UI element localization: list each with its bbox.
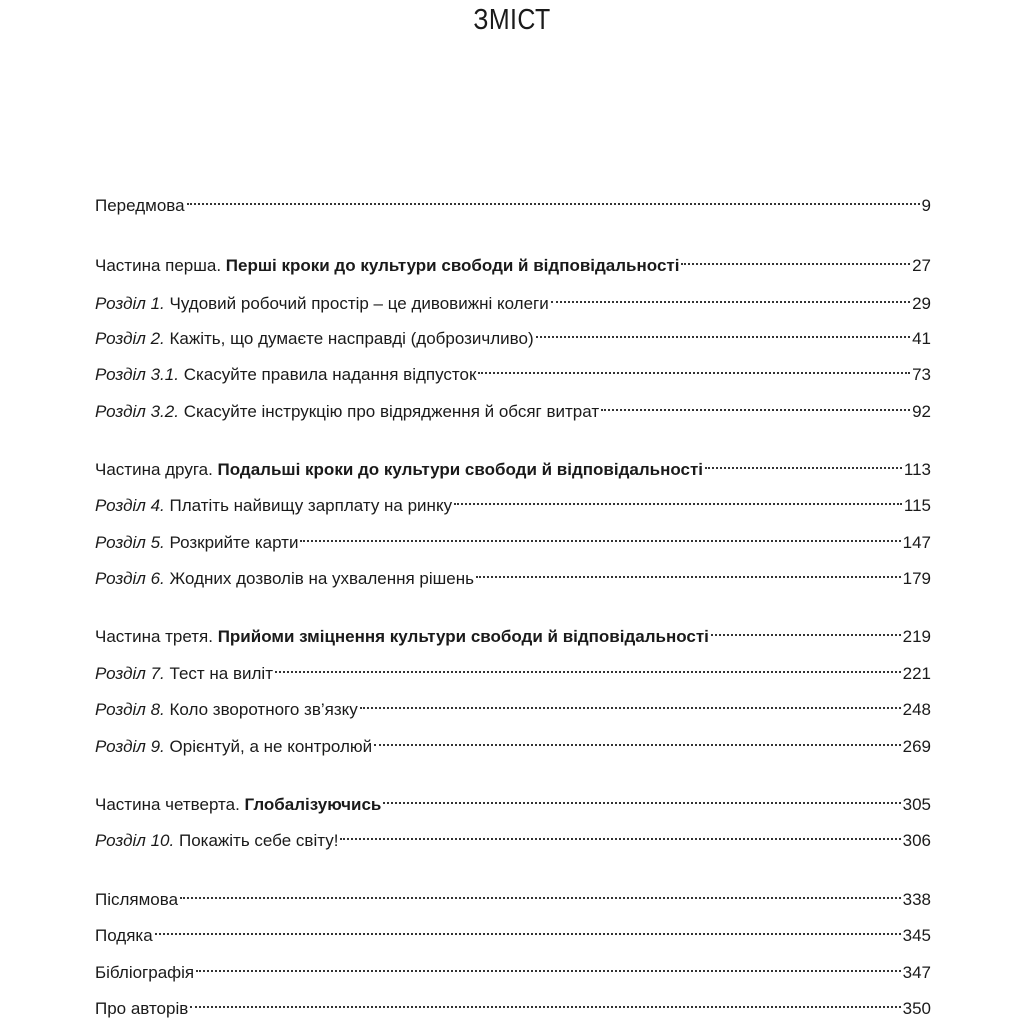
toc-entry-label bbox=[95, 567, 474, 591]
toc-entry[interactable] bbox=[95, 560, 931, 588]
toc-page-number: 92 bbox=[912, 402, 931, 421]
toc-entry-chapter-title: Жодних дозволів на ухвалення рішень bbox=[169, 569, 474, 588]
toc-entry[interactable] bbox=[95, 247, 931, 275]
toc-page-number: 345 bbox=[902, 926, 931, 945]
toc-entry-part-title: Перші кроки до культури свободи й відповідальності bbox=[225, 256, 680, 275]
toc-entry-label bbox=[95, 625, 709, 649]
toc-entry-chapter-title: Чудовий робочий простір – це дивовижні колеги bbox=[169, 294, 549, 313]
toc-page-number: 269 bbox=[902, 737, 931, 756]
toc-page-number: 27 bbox=[912, 256, 931, 275]
toc-dot-leader bbox=[155, 917, 901, 941]
toc-entry-chapter-title: Коло зворотного зв’язку bbox=[169, 700, 358, 719]
toc-entry-prefix: Подяка bbox=[95, 926, 153, 945]
toc-page-number: 179 bbox=[902, 569, 931, 588]
toc-entry-part-title: Подальші кроки до культури свободи й відповідальності bbox=[217, 460, 704, 479]
toc-page-number: 347 bbox=[902, 963, 931, 982]
toc-entry-label bbox=[95, 458, 703, 482]
toc-entry-prefix: Частина друга. bbox=[95, 460, 218, 479]
toc-dot-leader bbox=[476, 560, 901, 584]
toc-entry-chapter-title: Платіть найвищу зарплату на ринку bbox=[169, 496, 453, 515]
toc-entry-prefix: Про авторів bbox=[95, 999, 189, 1018]
toc-dot-leader bbox=[383, 786, 900, 810]
toc-entry[interactable] bbox=[95, 881, 931, 909]
toc-dot-leader bbox=[190, 990, 900, 1014]
toc-entry-prefix: Післямова bbox=[95, 890, 179, 909]
toc-page-number: 306 bbox=[902, 831, 931, 850]
toc-dot-leader bbox=[360, 691, 901, 715]
toc-page-number: 9 bbox=[921, 196, 931, 215]
toc-dot-leader bbox=[275, 655, 901, 679]
toc-dot-leader bbox=[187, 187, 920, 211]
toc-entry[interactable] bbox=[95, 320, 931, 348]
toc-entry-label bbox=[95, 494, 452, 518]
toc-entry-chapter-title: Тест на виліт bbox=[169, 664, 273, 683]
toc-entry-label bbox=[95, 924, 153, 948]
toc-dot-leader bbox=[711, 618, 901, 642]
toc-page-number: 29 bbox=[912, 294, 931, 313]
toc-entry-prefix: Розділ 10. bbox=[95, 831, 179, 850]
toc-entry-label bbox=[95, 400, 599, 424]
toc-entry[interactable] bbox=[95, 990, 931, 1018]
toc-entry[interactable] bbox=[95, 393, 931, 421]
toc-dot-leader bbox=[705, 451, 902, 475]
toc-entry-label bbox=[95, 735, 372, 759]
toc-entry[interactable] bbox=[95, 524, 931, 552]
toc-entry-label bbox=[95, 292, 549, 316]
toc-entry[interactable] bbox=[95, 954, 931, 982]
toc-entry-label bbox=[95, 194, 185, 218]
toc-entry-label bbox=[95, 698, 358, 722]
toc-entry-chapter-title: Кажіть, що думаєте насправді (доброзичливо) bbox=[169, 329, 534, 348]
toc-entry[interactable] bbox=[95, 655, 931, 683]
toc-entry-chapter-title: Орієнтуй, а не контролюй bbox=[169, 737, 373, 756]
toc-entry-label bbox=[95, 662, 273, 686]
toc-entry-prefix: Частина перша. bbox=[95, 256, 226, 275]
toc-entry-prefix: Розділ 3.2. bbox=[95, 402, 184, 421]
toc-page-number: 219 bbox=[902, 627, 931, 646]
toc-page-number: 147 bbox=[902, 533, 931, 552]
toc-entry-prefix: Розділ 8. bbox=[95, 700, 170, 719]
toc-entry[interactable] bbox=[95, 618, 931, 646]
toc-entry[interactable] bbox=[95, 786, 931, 814]
toc-page-number: 113 bbox=[903, 460, 931, 479]
toc-entry-label bbox=[95, 829, 338, 853]
toc-entry[interactable] bbox=[95, 356, 931, 384]
toc-entry-label bbox=[95, 254, 679, 278]
toc-entry[interactable] bbox=[95, 691, 931, 719]
toc-dot-leader bbox=[478, 356, 910, 380]
toc-page-number: 41 bbox=[912, 329, 931, 348]
toc-entry-part-title: Глобалізуючись bbox=[244, 795, 382, 814]
toc-entry-prefix: Бібліографія bbox=[95, 963, 195, 982]
page-title: ЗМІСТ bbox=[473, 4, 551, 36]
toc-entry[interactable] bbox=[95, 487, 931, 515]
toc-entry-label bbox=[95, 997, 188, 1021]
toc-entry-chapter-title: Покажіть себе світу! bbox=[178, 831, 339, 850]
toc-dot-leader bbox=[300, 524, 900, 548]
toc-entry[interactable] bbox=[95, 822, 931, 850]
toc-entry-label bbox=[95, 888, 178, 912]
toc-dot-leader bbox=[454, 487, 902, 511]
toc-page-number: 73 bbox=[912, 365, 931, 384]
toc-page-number: 221 bbox=[902, 664, 931, 683]
toc-page-number: 338 bbox=[902, 890, 931, 909]
toc-entry-label bbox=[95, 531, 298, 555]
toc-entry-label bbox=[95, 327, 534, 351]
toc-page-number: 305 bbox=[902, 795, 931, 814]
toc-entry-part-title: Прийоми зміцнення культури свободи й відповідальності bbox=[217, 627, 709, 646]
toc-entry-chapter-title: Скасуйте правила надання відпусток bbox=[183, 365, 477, 384]
toc-dot-leader bbox=[601, 393, 910, 417]
toc-entry-prefix: Передмова bbox=[95, 196, 185, 215]
toc-entry[interactable] bbox=[95, 917, 931, 945]
toc-dot-leader bbox=[340, 822, 900, 846]
toc-entry[interactable] bbox=[95, 728, 931, 756]
toc-dot-leader bbox=[551, 285, 910, 309]
toc-page-number: 350 bbox=[902, 999, 931, 1018]
toc-page-number: 115 bbox=[903, 496, 931, 515]
toc-entry-label bbox=[95, 961, 194, 985]
toc-entry-chapter-title: Розкрийте карти bbox=[169, 533, 299, 552]
toc-entry-prefix: Розділ 5. bbox=[95, 533, 170, 552]
toc-dot-leader bbox=[374, 728, 900, 752]
toc-entry-prefix: Розділ 2. bbox=[95, 329, 170, 348]
toc-entry-prefix: Розділ 4. bbox=[95, 496, 170, 515]
toc-entry[interactable] bbox=[95, 451, 931, 479]
toc-dot-leader bbox=[681, 247, 910, 271]
toc-page-number: 248 bbox=[902, 700, 931, 719]
toc-entry-prefix: Розділ 3.1. bbox=[95, 365, 184, 384]
toc-entry-label bbox=[95, 793, 381, 817]
toc-dot-leader bbox=[536, 320, 910, 344]
toc-entry-prefix: Розділ 1. bbox=[95, 294, 170, 313]
toc-entry[interactable] bbox=[95, 187, 931, 215]
toc-entry-prefix: Розділ 6. bbox=[95, 569, 170, 588]
toc-entry-prefix: Частина третя. bbox=[95, 627, 218, 646]
toc-dot-leader bbox=[180, 881, 901, 905]
toc-entry-prefix: Частина четверта. bbox=[95, 795, 245, 814]
toc-entry-label bbox=[95, 363, 476, 387]
toc-entry-chapter-title: Скасуйте інструкцію про відрядження й обсяг витрат bbox=[183, 402, 600, 421]
toc-entry-prefix: Розділ 7. bbox=[95, 664, 170, 683]
toc-entry-prefix: Розділ 9. bbox=[95, 737, 170, 756]
toc-dot-leader bbox=[196, 954, 900, 978]
toc-entry[interactable] bbox=[95, 285, 931, 313]
